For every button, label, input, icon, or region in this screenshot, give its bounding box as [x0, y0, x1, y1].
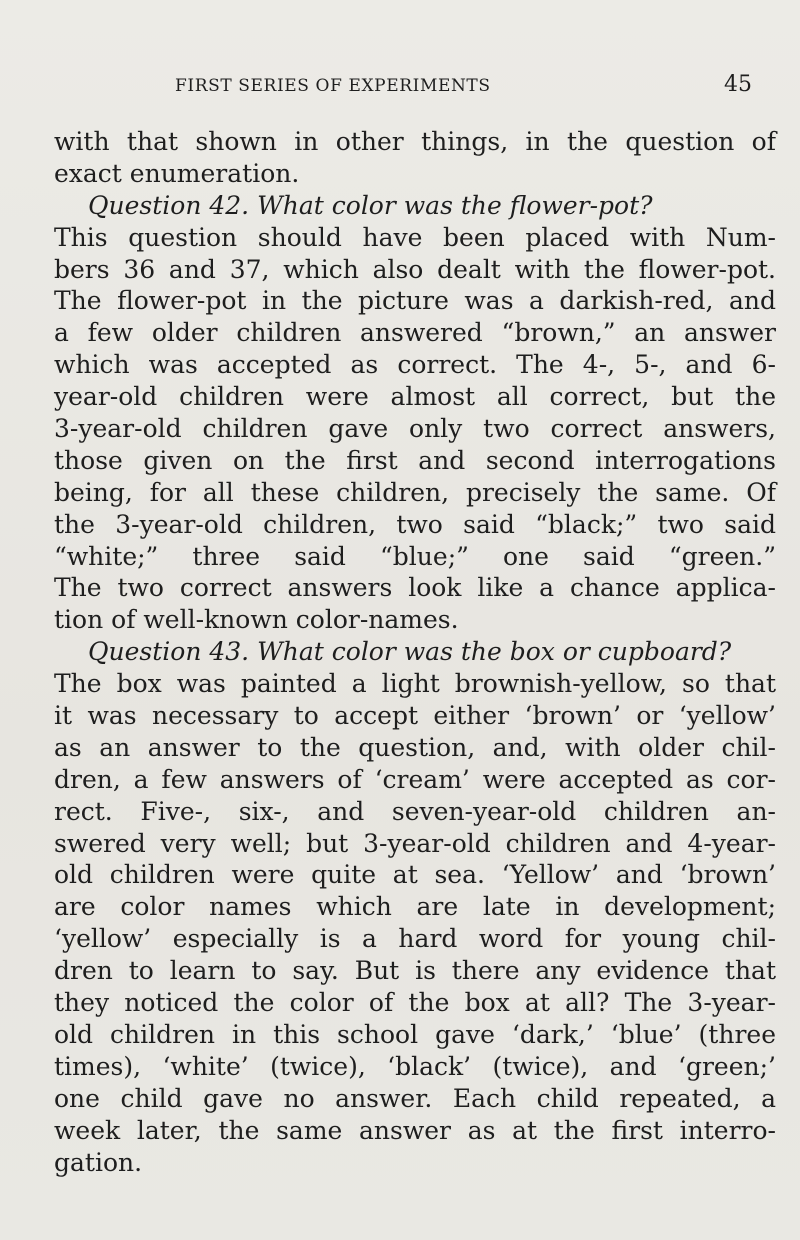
page-number: 45: [724, 72, 752, 97]
text-line: dren to learn to say. But is there any evidence that: [54, 956, 776, 986]
text-line: which was accepted as correct. The 4-, 5-, and 6-: [54, 350, 776, 380]
text-line: The two correct answers look like a chance applica-: [54, 573, 776, 603]
question-heading-line: [54, 636, 776, 668]
text-line: rect. Five-, six-, and seven-year-old children an-: [54, 796, 776, 826]
text-line: The box was painted a light brownish-yellow, so that: [54, 669, 776, 699]
text-line: tion of well-known color-names.: [54, 605, 459, 635]
running-head: FIRST SERIES OF EXPERIMENTS: [175, 76, 491, 96]
text-line: one child gave no answer. Each child repeated, a: [54, 1083, 776, 1113]
text-line: those given on the first and second interrogations: [54, 445, 776, 475]
text-line: they noticed the color of the box at all? The 3-year-: [54, 988, 776, 1018]
text-line: times), ‘white’ (twice), ‘black’ (twice), and ‘green;’: [54, 1051, 776, 1081]
text-line: gation.: [54, 1147, 143, 1177]
text-line: “white;” three said “blue;” one said “green.”: [54, 541, 776, 571]
text-line: being, for all these children, precisely the same. Of: [54, 477, 776, 507]
text-line: the 3-year-old children, two said “black;” two said: [54, 509, 776, 539]
text-line: bers 36 and 37, which also dealt with the flower-pot.: [54, 254, 776, 284]
text-line: This question should have been placed with Num-: [54, 222, 776, 252]
text-line: old children were quite at sea. ‘Yellow’ and ‘brown’: [54, 860, 776, 890]
text-line: with that shown in other things, in the question of: [54, 127, 776, 156]
text-line: ‘yellow’ especially is a hard word for young chil-: [54, 924, 776, 954]
body-text: [54, 126, 776, 1178]
text-line: swered very well; but 3-year-old children and 4-year-: [54, 828, 776, 858]
text-line: exact enumeration.: [54, 158, 300, 188]
text-line: as an answer to the question, and, with older chil-: [54, 732, 776, 762]
text-line: it was necessary to accept either ‘brown’ or ‘yellow’: [54, 701, 776, 731]
text-line: old children in this school gave ‘dark,’ ‘blue’ (three: [54, 1019, 776, 1049]
question-heading-text: Question 43. What color was the box or cupboard?: [88, 637, 732, 667]
text-line: week later, the same answer as at the first interro-: [54, 1115, 776, 1145]
question-heading-text: Question 42. What color was the flower-pot?: [88, 190, 653, 220]
text-line: dren, a few answers of ‘cream’ were accepted as cor-: [54, 764, 776, 794]
text-line: The flower-pot in the picture was a darkish-red, and: [54, 286, 776, 316]
text-line: 3-year-old children gave only two correct answers,: [54, 414, 776, 444]
text-line: a few older children answered “brown,” an answer: [54, 318, 776, 348]
text-line: are color names which are late in development;: [54, 892, 776, 922]
text-line: year-old children were almost all correct, but the: [54, 382, 776, 412]
question-heading-line: [54, 190, 776, 222]
